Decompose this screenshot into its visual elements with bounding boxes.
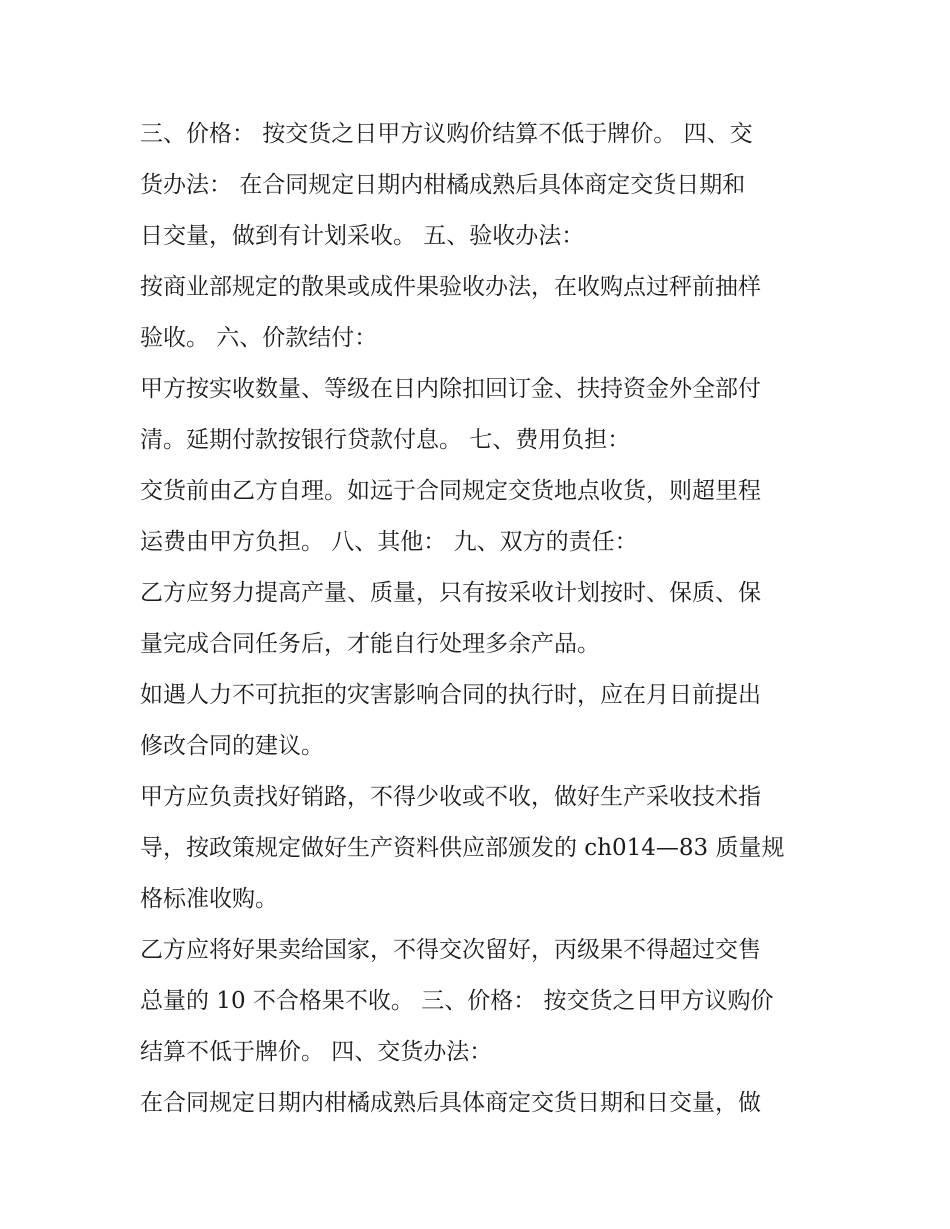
text-line: 甲方应负责找好销路，不得少收或不收，做好生产采收技术指 (140, 784, 761, 810)
text-line: 乙方应将好果卖给国家，不得交次留好，丙级果不得超过交售 (140, 937, 761, 963)
contract-text (140, 109, 830, 1129)
text-line: 总量的 10 不合格果不收。 三、价格： 按交货之日甲方议购价 (140, 988, 774, 1014)
text-line: 如遇人力不可抗拒的灾害影响合同的执行时，应在月日前提出 (140, 682, 761, 708)
text-line: 乙方应努力提高产量、质量，只有按采收计划按时、保质、保 (140, 580, 761, 606)
text-line: 三、价格： 按交货之日甲方议购价结算不低于牌价。 四、交 (140, 121, 753, 147)
text-line: 修改合同的建议。 (140, 733, 324, 759)
text-line: 格标准收购。 (140, 886, 278, 912)
text-line: 日交量，做到有计划采收。 五、验收办法： (140, 223, 585, 249)
text-line: 运费由甲方负担。 八、其他： 九、双方的责任： (140, 529, 638, 555)
text-line: 导，按政策规定做好生产资料供应部颁发的 ch014—83 质量规 (140, 835, 785, 861)
text-line: 在合同规定日期内柑橘成熟后具体商定交货日期和日交量，做 (140, 1090, 761, 1116)
text-line: 交货前由乙方自理。如远于合同规定交货地点收货，则超里程 (140, 478, 761, 504)
text-line: 甲方按实收数量、等级在日内除扣回订金、扶持资金外全部付 (140, 376, 761, 402)
text-line: 清。延期付款按银行贷款付息。 七、费用负担： (140, 427, 631, 453)
text-line: 验收。 六、价款结付： (140, 325, 378, 351)
text-line: 按商业部规定的散果或成件果验收办法，在收购点过秤前抽样 (140, 274, 761, 300)
text-line: 货办法： 在合同规定日期内柑橘成熟后具体商定交货日期和 (140, 172, 746, 198)
text-line: 结算不低于牌价。 四、交货办法： (140, 1039, 493, 1065)
text-line: 量完成合同任务后，才能自行处理多余产品。 (140, 631, 600, 657)
